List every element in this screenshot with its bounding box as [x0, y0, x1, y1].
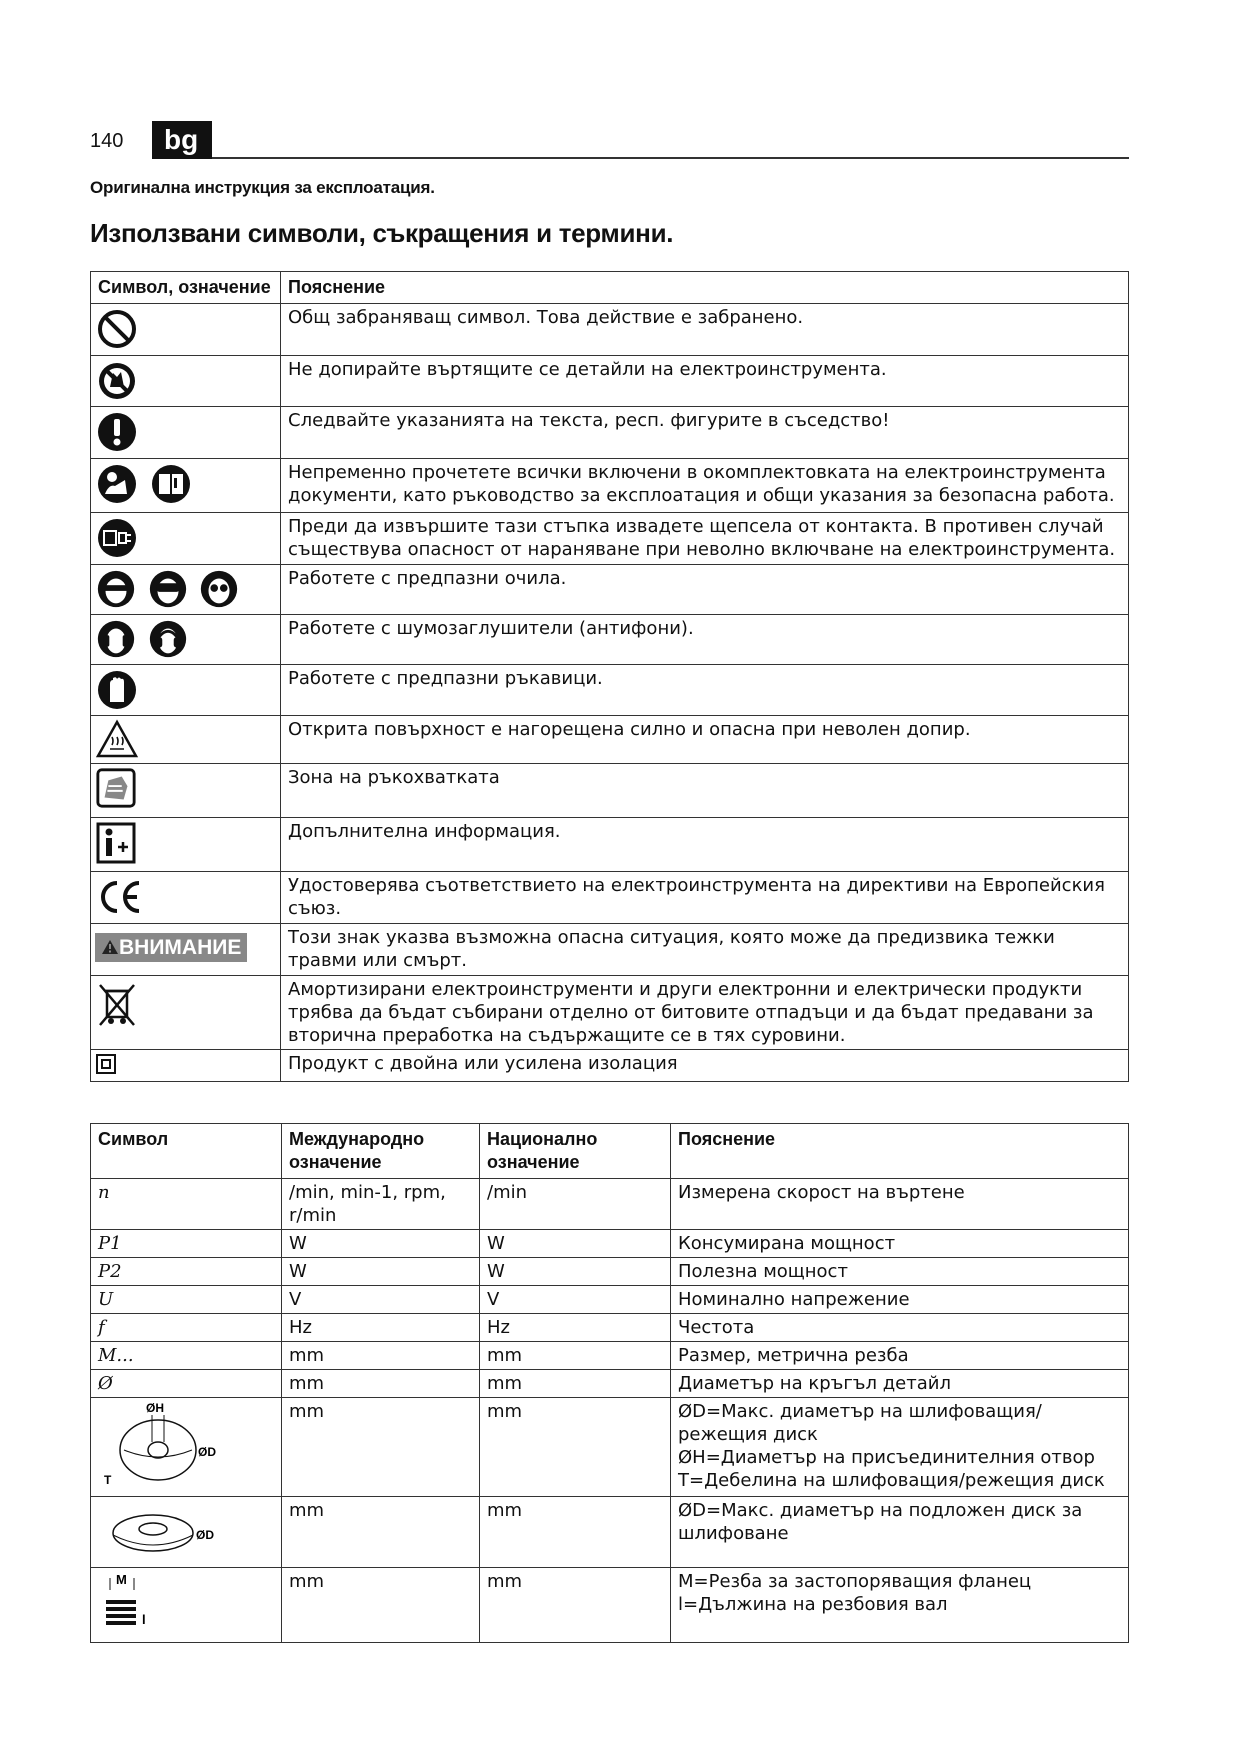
intl-cell: Hz [282, 1314, 480, 1342]
symbol-cell: f [91, 1314, 282, 1342]
table-row [91, 818, 1129, 872]
symbols-table [90, 271, 1129, 1082]
symbol-cell: P2 [91, 1258, 282, 1286]
national-cell: W [480, 1230, 671, 1258]
national-cell: Hz [480, 1314, 671, 1342]
table-row [91, 872, 1129, 924]
intl-cell: V [282, 1286, 480, 1314]
unplug-icon [95, 516, 139, 560]
explanation-cell: Диаметър на кръгъл детайл [671, 1370, 1129, 1398]
prohibition-icon [95, 307, 139, 351]
spindle-thread-diagram [98, 1570, 168, 1634]
table-row [91, 716, 1129, 764]
explanation-cell: Открита повърхност е нагорещена силно и опасна при неволен допир. [281, 716, 1129, 764]
hot-surface-icon [95, 719, 139, 759]
explanation-line: M=Резба за застопоряващия фланец [678, 1571, 1032, 1592]
document-subtitle: Оригинална инструкция за експлоатация. [90, 178, 435, 197]
info-icon [95, 821, 137, 865]
symbol-cell [91, 304, 281, 356]
explanation-line: T=Дебелина на шлифоващия/режещия диск [678, 1470, 1105, 1491]
explanation-cell [671, 1568, 1129, 1643]
language-tag: bg [152, 121, 212, 159]
national-cell: mm [480, 1568, 671, 1643]
symbol-cell [91, 407, 281, 459]
page-title: Използвани символи, съкращения и термини. [90, 218, 674, 248]
symbol-cell [91, 764, 281, 818]
warning-label [95, 933, 247, 962]
page-number: 140 [90, 130, 124, 152]
symbol-cell [91, 565, 281, 615]
symbol-cell: U [91, 1286, 282, 1314]
table-row [91, 615, 1129, 665]
explanation-cell: Удостоверява съответствието на електроинструмента на директиви на Европейския съюз. [281, 872, 1129, 924]
table-row [91, 764, 1129, 818]
national-cell: mm [480, 1370, 671, 1398]
table-row [91, 1342, 1129, 1370]
explanation-cell: Този знак указва възможна опасна ситуация, която може да предизвика тежки травми или смърт. [281, 924, 1129, 976]
intl-cell: mm [282, 1568, 480, 1643]
exclamation-icon [95, 410, 139, 454]
national-cell: mm [480, 1398, 671, 1497]
symbol-cell [91, 976, 281, 1050]
explanation-cell: Не допирайте въртящите се детайли на електроинструмента. [281, 356, 1129, 407]
explanation-cell: Работете с шумозаглушители (антифони). [281, 615, 1129, 665]
explanation-cell: Непременно прочетете всички включени в окомплектовката на електроинструмента документи, като ръководство за експлоатация и общи указания за безопасна работа. [281, 459, 1129, 513]
table-row [91, 1258, 1129, 1286]
grinding-disc-diagram [98, 1400, 218, 1488]
explanation-cell: Честота [671, 1314, 1129, 1342]
national-cell: W [480, 1258, 671, 1286]
symbol-cell [91, 615, 281, 665]
symbol-cell [91, 459, 281, 513]
national-cell: mm [480, 1497, 671, 1568]
table-row [91, 1398, 1129, 1497]
goggles-icon [147, 568, 189, 610]
table-row [91, 513, 1129, 565]
symbol-cell [91, 1568, 282, 1643]
explanation-cell: Измерена скорост на въртене [671, 1179, 1129, 1230]
national-cell: V [480, 1286, 671, 1314]
column-header-explanation: Пояснение [671, 1124, 1129, 1179]
symbol-cell [91, 665, 281, 716]
symbol-cell [91, 716, 281, 764]
explanation-cell: Амортизирани електроинструменти и други електронни и електрически продукти трябва да бъдат събирани отделно от битовите отпадъци и да бъдат предавани за вторична преработка на съдържащите се в тях суровини. [281, 976, 1129, 1050]
svg-text:ØH: ØH [146, 1401, 164, 1415]
warning-label-text: ВНИМАНИЕ [119, 936, 242, 959]
symbol-cell [91, 1050, 281, 1082]
double-insulation-icon [95, 1053, 117, 1075]
table-row [91, 1568, 1129, 1643]
explanation-cell: Зона на ръкохватката [281, 764, 1129, 818]
table-row [91, 976, 1129, 1050]
table-header-row [91, 272, 1129, 304]
safety-glasses-icon [198, 568, 240, 610]
intl-cell: W [282, 1258, 480, 1286]
ce-mark-icon [95, 875, 145, 919]
table-row [91, 924, 1129, 976]
table-row [91, 407, 1129, 459]
explanation-cell: Полезна мощност [671, 1258, 1129, 1286]
explanation-cell: Работете с предпазни ръкавици. [281, 665, 1129, 716]
table-row [91, 1179, 1129, 1230]
intl-cell: mm [282, 1398, 480, 1497]
header-rule [212, 157, 1129, 159]
explanation-cell: Размер, метрична резба [671, 1342, 1129, 1370]
national-cell: /min [480, 1179, 671, 1230]
table-row [91, 665, 1129, 716]
explanation-cell: Продукт с двойна или усилена изолация [281, 1050, 1129, 1082]
do-not-touch-rotating-parts-icon [95, 359, 139, 403]
national-cell: mm [480, 1342, 671, 1370]
table-header-row [91, 1124, 1129, 1179]
symbol-cell: M... [91, 1342, 282, 1370]
symbol-cell [91, 1398, 282, 1497]
explanation-cell: Работете с предпазни очила. [281, 565, 1129, 615]
column-header-national: Национално означение [480, 1124, 671, 1179]
symbol-cell [91, 1497, 282, 1568]
symbol-cell: Ø [91, 1370, 282, 1398]
intl-cell: W [282, 1230, 480, 1258]
symbol-cell [91, 924, 281, 976]
backing-pad-diagram [98, 1499, 218, 1559]
svg-text:ØD: ØD [198, 1445, 216, 1459]
explanation-cell [671, 1398, 1129, 1497]
svg-text:T: T [104, 1473, 112, 1487]
intl-cell: mm [282, 1497, 480, 1568]
earmuffs-icon [147, 618, 189, 660]
grip-zone-icon [95, 767, 137, 809]
symbol-cell [91, 356, 281, 407]
column-header-symbol: Символ [91, 1124, 282, 1179]
table-row [91, 1497, 1129, 1568]
intl-cell: /min, min-1, rpm, r/min [282, 1179, 480, 1230]
table-row [91, 1230, 1129, 1258]
column-header-explanation: Пояснение [281, 272, 1129, 304]
explanation-cell: Номинално напрежение [671, 1286, 1129, 1314]
weee-bin-icon [95, 979, 139, 1029]
explanation-line: ØD=Макс. диаметър на шлифоващия/режещия диск [678, 1401, 1042, 1445]
face-shield-icon [95, 568, 137, 610]
gloves-icon [95, 668, 139, 712]
symbol-cell: P1 [91, 1230, 282, 1258]
table-row [91, 1370, 1129, 1398]
explanation-cell: Консумирана мощност [671, 1230, 1129, 1258]
table-row [91, 459, 1129, 513]
explanation-line: l=Дължина на резбовия вал [678, 1594, 948, 1615]
explanation-line: ØH=Диаметър на присъединителния отвор [678, 1447, 1095, 1468]
intl-cell: mm [282, 1370, 480, 1398]
symbol-cell [91, 872, 281, 924]
column-header-symbol: Символ, означение [91, 272, 281, 304]
table-row [91, 1050, 1129, 1082]
symbol-cell [91, 818, 281, 872]
explanation-cell: Следвайте указанията на текста, респ. фигурите в съседство! [281, 407, 1129, 459]
units-table [90, 1123, 1129, 1643]
svg-text:M: M [116, 1572, 127, 1587]
explanation-cell [671, 1497, 1129, 1568]
svg-text:ØD: ØD [196, 1528, 214, 1542]
ear-protection-icon [95, 618, 137, 660]
table-row [91, 1314, 1129, 1342]
table-row [91, 565, 1129, 615]
manual-book-icon [149, 462, 193, 506]
symbol-cell [91, 513, 281, 565]
table-row [91, 304, 1129, 356]
explanation-cell: Преди да извършите тази стъпка извадете щепсела от контакта. В противен случай съществува опасност от нараняване при неволно включване на електроинструмента. [281, 513, 1129, 565]
column-header-international: Международно означение [282, 1124, 480, 1179]
table-row [91, 1286, 1129, 1314]
explanation-cell: Допълнителна информация. [281, 818, 1129, 872]
svg-text:l: l [142, 1612, 146, 1627]
symbol-cell: n [91, 1179, 282, 1230]
explanation-line: ØD=Макс. диаметър на подложен диск за шлифоване [678, 1500, 1083, 1544]
warning-triangle-icon [101, 939, 119, 955]
intl-cell: mm [282, 1342, 480, 1370]
explanation-cell: Общ забраняващ символ. Това действие е забранено. [281, 304, 1129, 356]
read-manual-icon [95, 462, 139, 506]
table-row [91, 356, 1129, 407]
